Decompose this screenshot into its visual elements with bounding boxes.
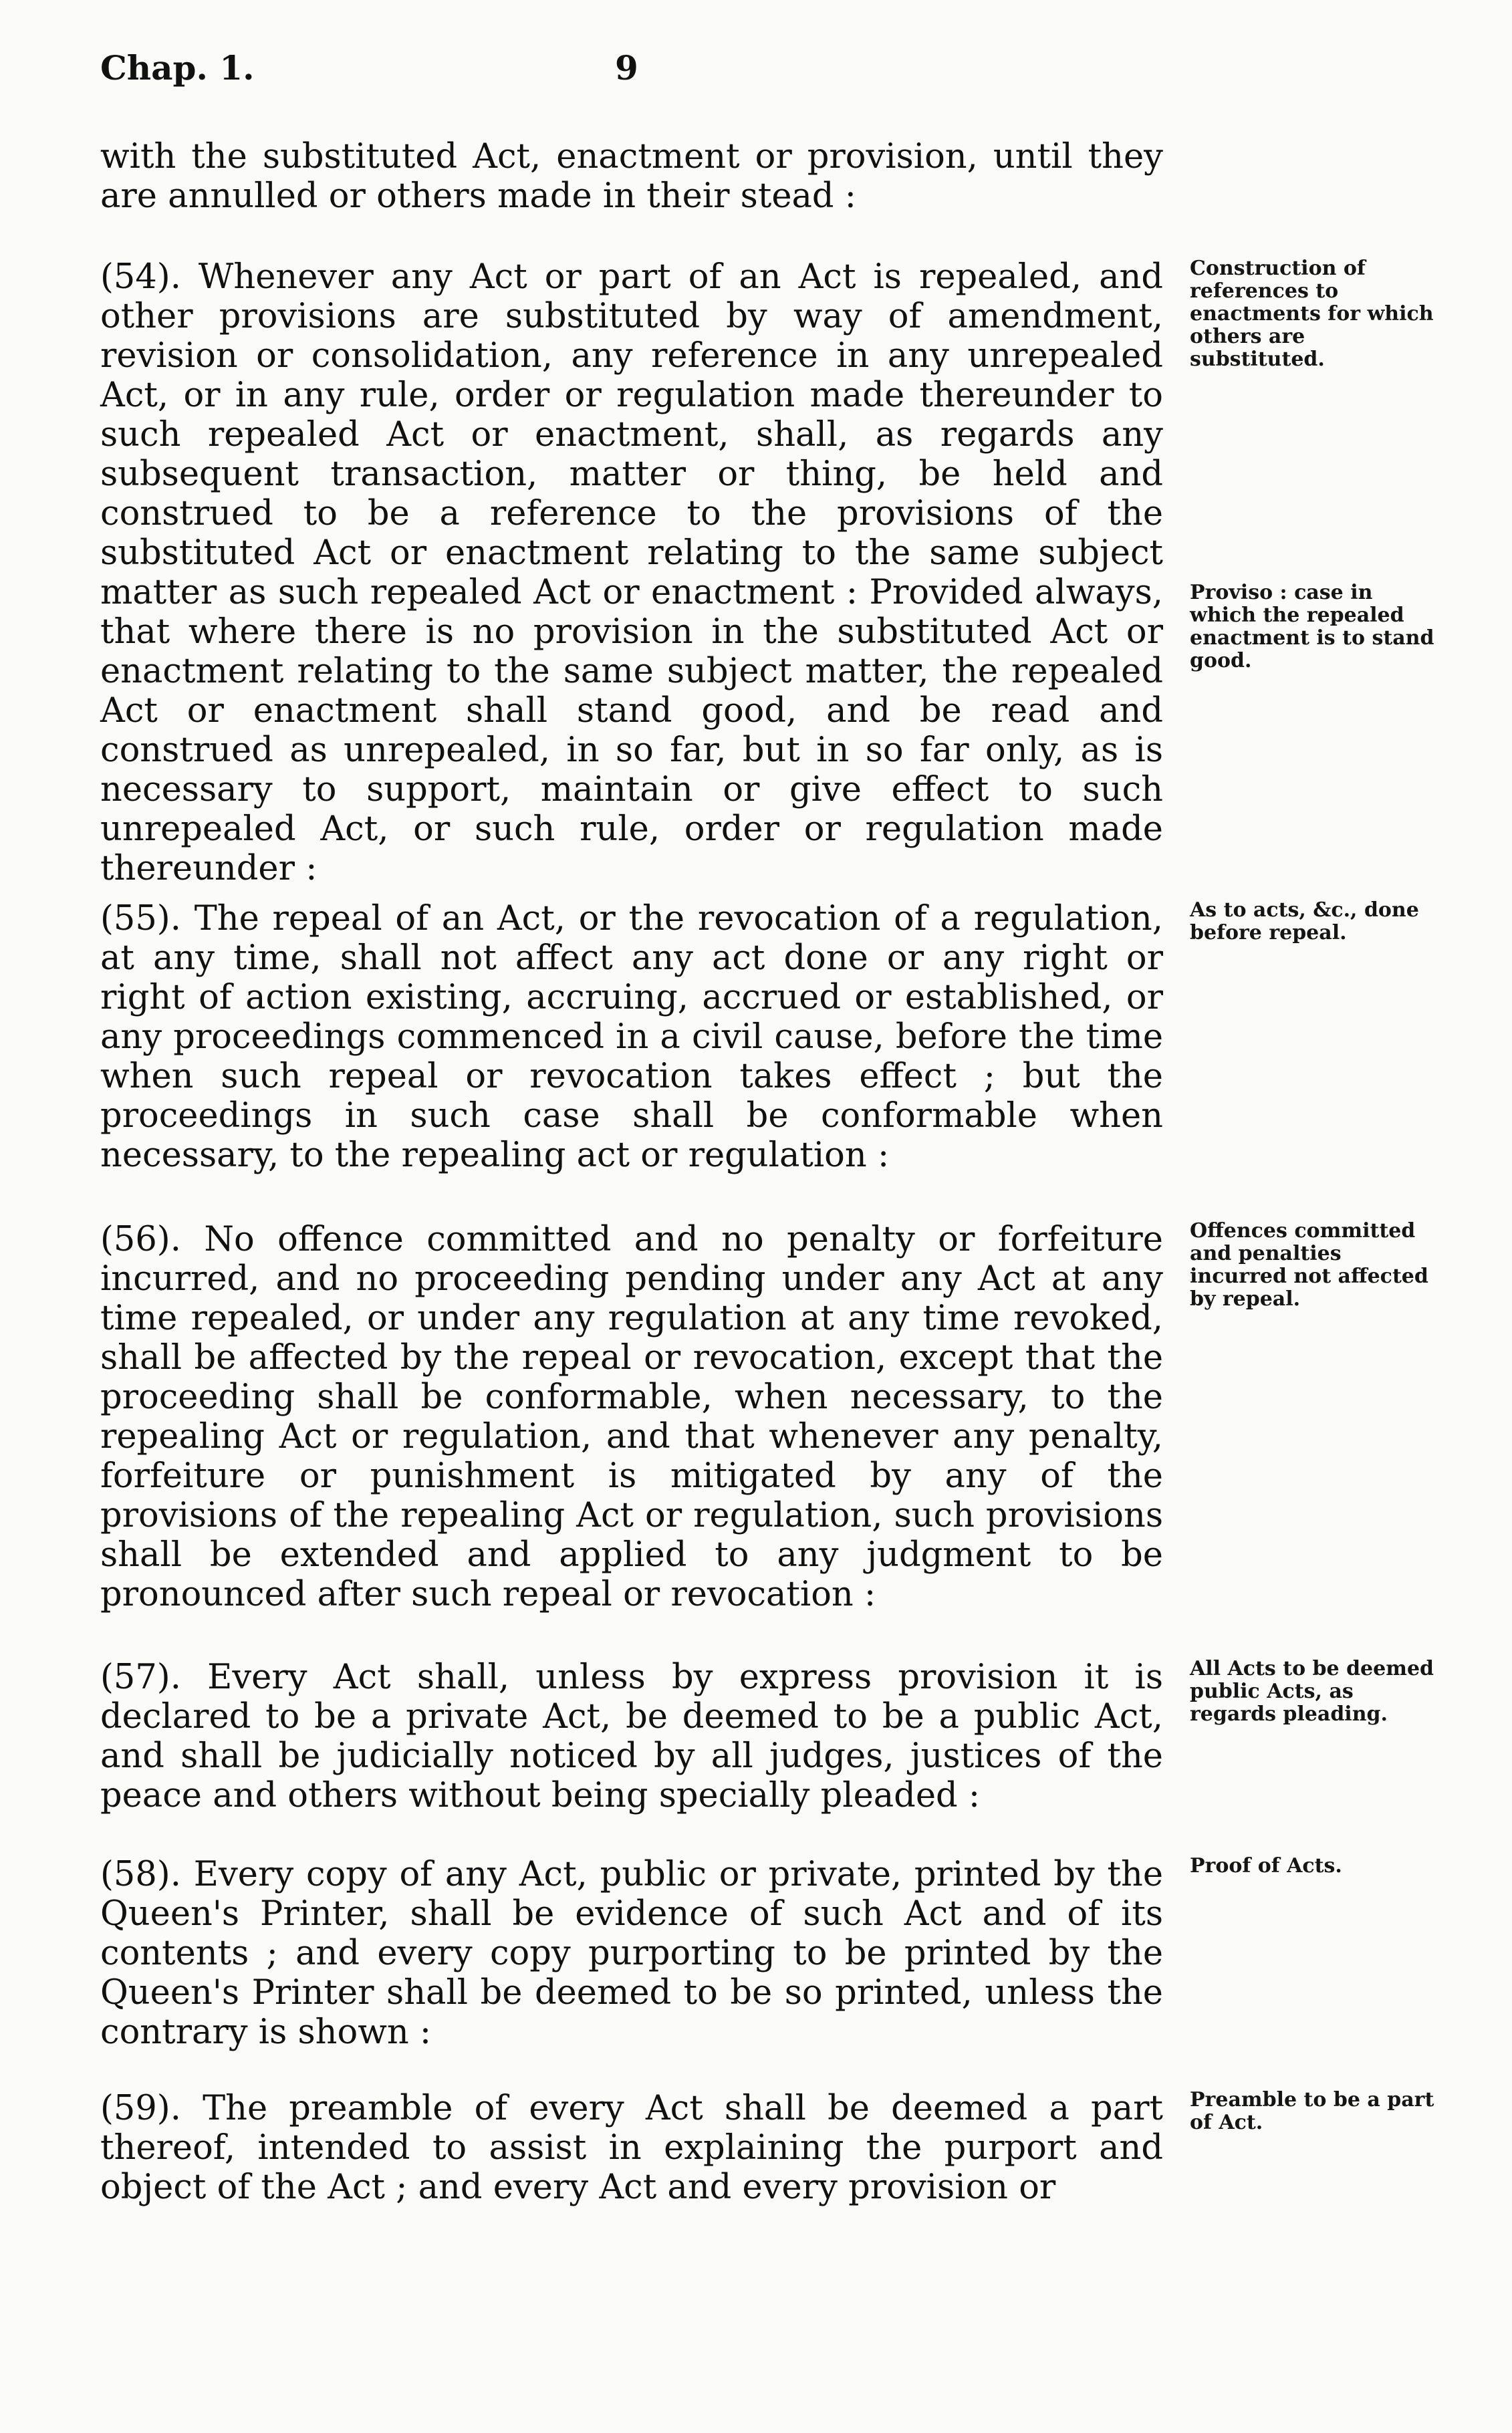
section-body (100, 2089, 1163, 2207)
marginal-note: All Acts to be deemed public Acts, as regards pleading. (1190, 1657, 1434, 1726)
section-body (100, 899, 1163, 1175)
section-body (100, 257, 1163, 888)
section-number: (59). (100, 2089, 181, 2128)
section-number: (56). (100, 1220, 181, 1259)
section-text: The preamble of every Act shall be deemed a part thereof, intended to assist in explaining the purport and object of the Act ; and every Act and every provision or (100, 2089, 1163, 2207)
page-header (100, 48, 1170, 102)
section-number: (54). (100, 257, 181, 297)
section-body (100, 1220, 1163, 1614)
marginal-note: As to acts, &c., done before repeal. (1190, 898, 1419, 944)
section-text: Every Act shall, unless by express provision it is declared to be a private Act, be deemed to be a public Act, and shall be judicially noticed by all judges, justices of the peace and others without being specially pleaded : (100, 1658, 1163, 1815)
section-text: The repeal of an Act, or the revocation of a regulation, at any time, shall not affect any act done or any right or right of action existing, accruing, accrued or established, or any proceedings commenced in a civil cause, before the time when such repeal or revocation takes effect ; but the proceedings in such case shall be conformable when necessary, to the repealing act or regulation : (100, 899, 1163, 1175)
section-number: (58). (100, 1855, 181, 1894)
marginal-note: Offences committed and penalties incurred not affected by repeal. (1190, 1219, 1428, 1311)
section-text: No offence committed and no penalty or forfeiture incurred, and no proceeding pending under any Act at any time repealed, or under any regulation at any time revoked, shall be affected by the repeal or revocation, except that the proceeding shall be conformable, when necessary, to the repealing Act or regulation, and that whenever any penalty, forfeiture or punishment is mitigated by any of the provisions of the repealing Act or regulation, such provisions shall be extended and applied to any judgment to be pronounced after such repeal or revocation : (100, 1220, 1163, 1614)
section-text: Whenever any Act or part of an Act is repealed, and other provisions are substituted by way of amendment, revision or consolidation, any reference in any unrepealed Act, or in any rule, order or regulation made thereunder to such repealed Act or enactment, shall, as regards any subsequent transaction, matter or thing, be held and construed to be a reference to the provisions of the substituted Act or enactment relating to the same subject matter as such repealed Act or enactment : Provided always, that where there is no provision in the substituted Act or enactment relating to the same subject matter, the repealed Act or enactment shall stand good, and be read and construed as unrepealed, in so far, but in so far only, as is necessary to support, maintain or give effect to such unrepealed Act, or such rule, order or regulation made thereunder : (100, 257, 1163, 888)
section-number: (55). (100, 899, 181, 938)
section-number: (57). (100, 1658, 181, 1697)
page-number: 9 (615, 48, 638, 88)
marginal-note: Preamble to be a part of Act. (1190, 2088, 1434, 2134)
section-body (100, 1855, 1163, 2052)
marginal-note: Proviso : case in which the repealed enactment is to stand good. (1190, 581, 1434, 672)
marginal-note: Construction of references to enactments for which others are substituted. (1190, 257, 1434, 371)
continuation-text: with the substituted Act, enactment or provision, until they are annulled or others made in their stead : (100, 137, 1163, 216)
marginal-note: Proof of Acts. (1190, 1854, 1342, 1878)
chapter-label: Chap. 1. (100, 48, 255, 88)
section-text: Every copy of any Act, public or private, printed by the Queen's Printer, shall be evidence of such Act and of its contents ; and every copy purporting to be printed by the Queen's Printer shall be deemed to be so printed, unless the contrary is shown : (100, 1855, 1163, 2052)
section-body (100, 1658, 1163, 1815)
